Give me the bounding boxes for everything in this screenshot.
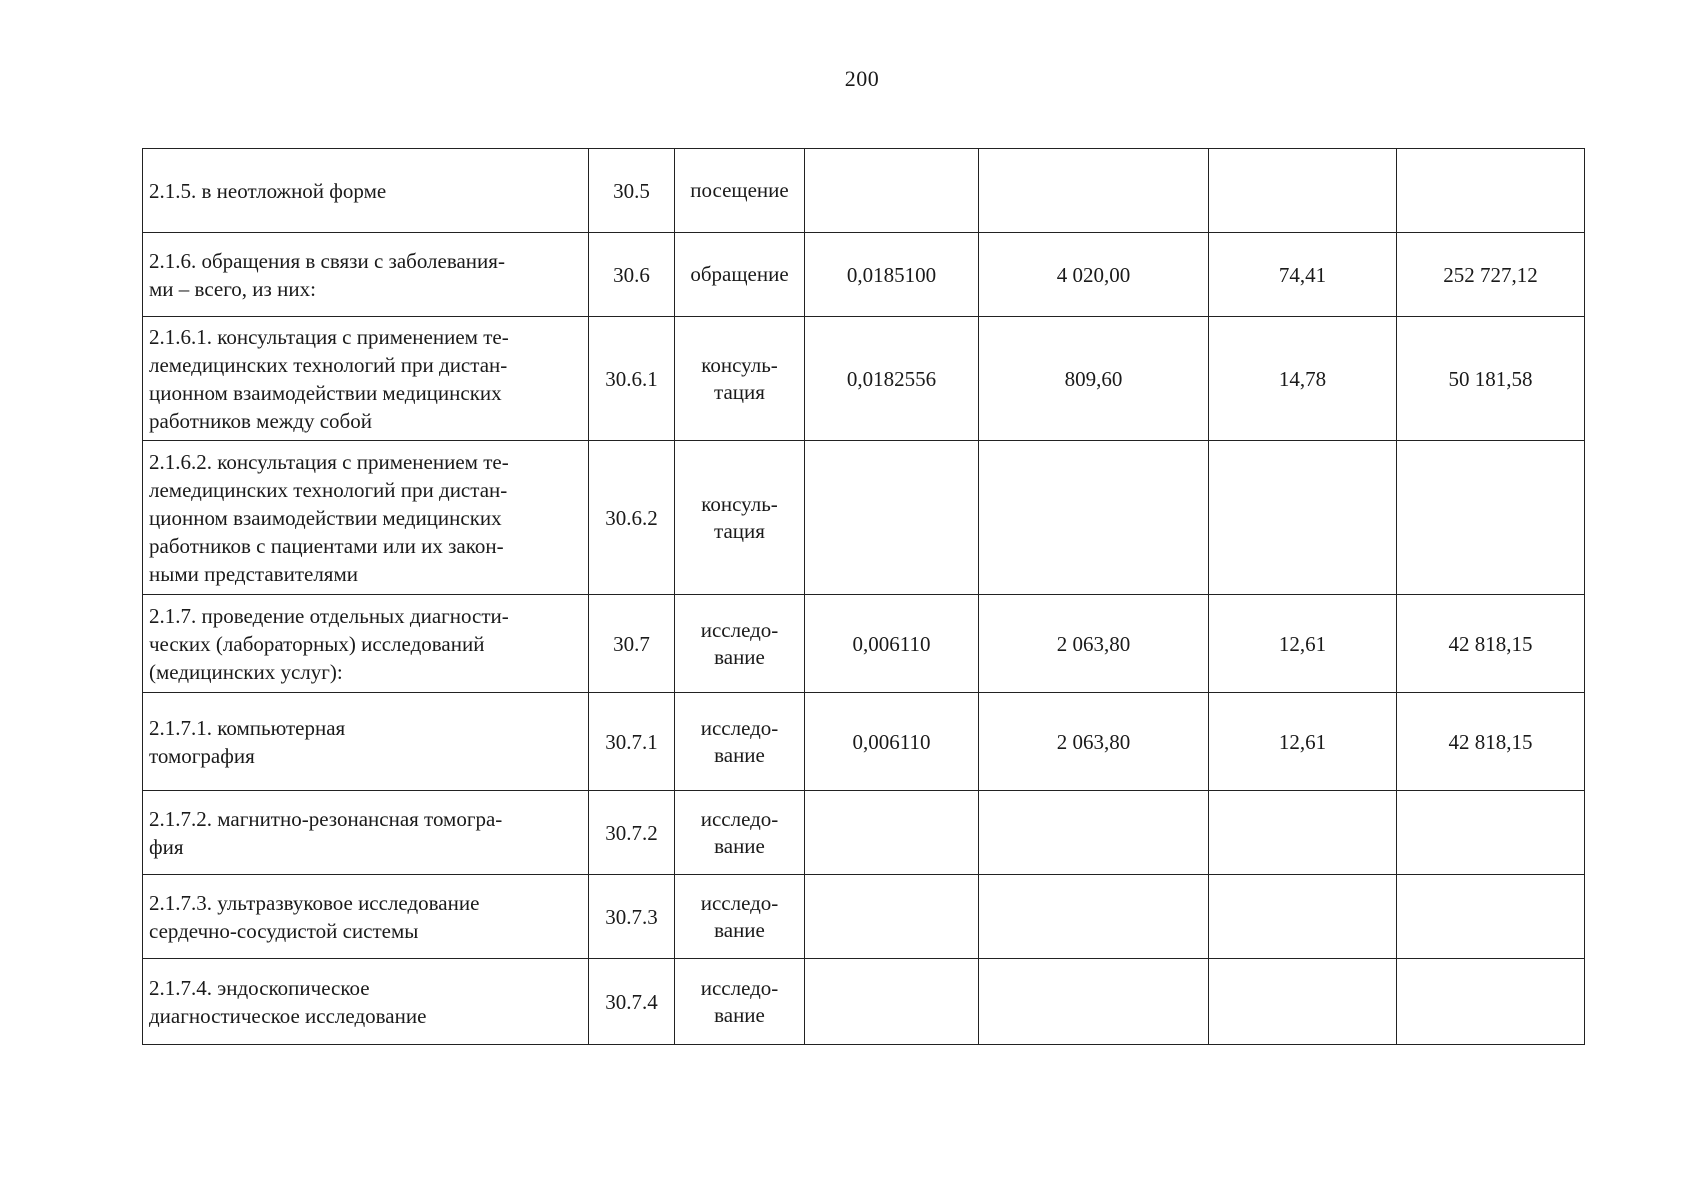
row-unit-cell: исследо- вание <box>675 959 805 1045</box>
row-value-1-cell <box>805 959 979 1045</box>
table-row <box>143 317 1585 441</box>
row-code-cell: 30.5 <box>589 149 675 233</box>
row-name-cell: 2.1.6.1. консультация с применением те- лемедицинских технологий при дистан- ционном взаимодействии медицинских работников между собой <box>143 317 589 441</box>
row-unit-cell: посещение <box>675 149 805 233</box>
row-value-4-cell: 42 818,15 <box>1397 595 1585 693</box>
row-value-2-cell: 4 020,00 <box>979 233 1209 317</box>
row-name-cell: 2.1.6.2. консультация с применением те- лемедицинских технологий при дистан- ционном взаимодействии медицинских работников с пациентами или их закон- ными представителями <box>143 441 589 595</box>
row-unit-cell: исследо- вание <box>675 693 805 791</box>
row-value-1-cell: 0,0185100 <box>805 233 979 317</box>
row-value-1-cell <box>805 791 979 875</box>
row-unit-cell: консуль- тация <box>675 317 805 441</box>
row-value-2-cell <box>979 441 1209 595</box>
row-value-3-cell <box>1209 441 1397 595</box>
row-value-3-cell: 12,61 <box>1209 693 1397 791</box>
row-value-1-cell: 0,006110 <box>805 693 979 791</box>
row-name-cell: 2.1.7.2. магнитно-резонансная томогра- фия <box>143 791 589 875</box>
row-code-cell: 30.6.2 <box>589 441 675 595</box>
row-value-4-cell <box>1397 959 1585 1045</box>
row-value-2-cell <box>979 791 1209 875</box>
row-unit-cell: исследо- вание <box>675 595 805 693</box>
row-unit-cell: обращение <box>675 233 805 317</box>
row-value-3-cell <box>1209 959 1397 1045</box>
row-name-cell: 2.1.7.1. компьютерная томография <box>143 693 589 791</box>
table-row <box>143 791 1585 875</box>
table-row <box>143 233 1585 317</box>
row-value-4-cell: 50 181,58 <box>1397 317 1585 441</box>
row-value-1-cell <box>805 875 979 959</box>
table-row <box>143 441 1585 595</box>
row-code-cell: 30.6.1 <box>589 317 675 441</box>
row-value-1-cell: 0,0182556 <box>805 317 979 441</box>
row-value-3-cell: 12,61 <box>1209 595 1397 693</box>
row-value-2-cell <box>979 959 1209 1045</box>
row-name-cell: 2.1.5. в неотложной форме <box>143 149 589 233</box>
row-name-cell: 2.1.6. обращения в связи с заболевания- ми – всего, из них: <box>143 233 589 317</box>
row-value-4-cell <box>1397 441 1585 595</box>
row-value-2-cell: 2 063,80 <box>979 693 1209 791</box>
row-value-3-cell: 14,78 <box>1209 317 1397 441</box>
row-value-3-cell: 74,41 <box>1209 233 1397 317</box>
row-value-3-cell <box>1209 791 1397 875</box>
row-code-cell: 30.7.4 <box>589 959 675 1045</box>
row-code-cell: 30.7 <box>589 595 675 693</box>
row-name-cell: 2.1.7. проведение отдельных диагности- ческих (лабораторных) исследований (медицинских услуг): <box>143 595 589 693</box>
row-value-2-cell: 2 063,80 <box>979 595 1209 693</box>
row-value-4-cell: 252 727,12 <box>1397 233 1585 317</box>
row-code-cell: 30.7.2 <box>589 791 675 875</box>
row-value-4-cell: 42 818,15 <box>1397 693 1585 791</box>
row-unit-cell: консуль- тация <box>675 441 805 595</box>
table-row <box>143 595 1585 693</box>
row-value-1-cell: 0,006110 <box>805 595 979 693</box>
row-code-cell: 30.7.3 <box>589 875 675 959</box>
row-value-4-cell <box>1397 791 1585 875</box>
data-table <box>142 148 1585 1045</box>
row-unit-cell: исследо- вание <box>675 791 805 875</box>
table-row <box>143 693 1585 791</box>
table-body <box>143 149 1585 1045</box>
row-value-3-cell <box>1209 875 1397 959</box>
row-value-4-cell <box>1397 875 1585 959</box>
row-code-cell: 30.6 <box>589 233 675 317</box>
row-value-4-cell <box>1397 149 1585 233</box>
table-row <box>143 875 1585 959</box>
table-row <box>143 149 1585 233</box>
table-row <box>143 959 1585 1045</box>
row-value-2-cell: 809,60 <box>979 317 1209 441</box>
row-code-cell: 30.7.1 <box>589 693 675 791</box>
row-name-cell: 2.1.7.4. эндоскопическое диагностическое исследование <box>143 959 589 1045</box>
page-number: 200 <box>844 66 880 91</box>
row-unit-cell: исследо- вание <box>675 875 805 959</box>
row-value-1-cell <box>805 149 979 233</box>
row-value-2-cell <box>979 875 1209 959</box>
row-value-2-cell <box>979 149 1209 233</box>
row-value-1-cell <box>805 441 979 595</box>
row-value-3-cell <box>1209 149 1397 233</box>
row-name-cell: 2.1.7.3. ультразвуковое исследование сердечно-сосудистой системы <box>143 875 589 959</box>
